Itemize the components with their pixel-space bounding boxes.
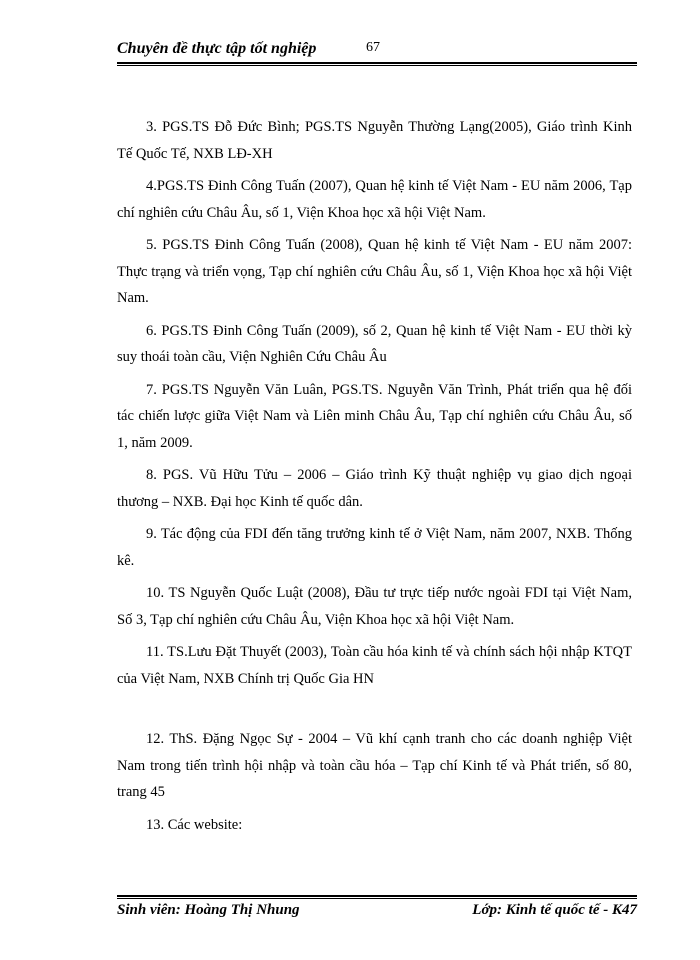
reference-item: 8. PGS. Vũ Hữu Tửu – 2006 – Giáo trình Kỹ thuật nghiệp vụ giao dịch ngoại thương – NXB. Đại học Kinh tế quốc dân. xyxy=(117,467,632,510)
footer-divider xyxy=(117,895,637,899)
header-divider xyxy=(117,62,637,66)
reference-item: 12. ThS. Đặng Ngọc Sự - 2004 – Vũ khí cạnh tranh cho các doanh nghiệp Việt Nam trong tiến trình hội nhập và toàn cầu hóa – Tạp chí Kinh tế và Phát triển, số 80, trang 45 xyxy=(117,731,632,800)
page-number: 67 xyxy=(366,40,380,55)
reference-item: 10. TS Nguyễn Quốc Luật (2008), Đầu tư trực tiếp nước ngoài FDI tại Việt Nam, Số 3, Tạp chí nghiên cứu Châu Âu, Viện Khoa học xã hội Việt Nam. xyxy=(117,585,632,628)
reference-item: 13. Các website: xyxy=(146,816,243,833)
reference-list xyxy=(117,114,632,844)
page-header xyxy=(117,40,637,62)
reference-item: 4.PGS.TS Đinh Công Tuấn (2007), Quan hệ kinh tế Việt Nam - EU năm 2006, Tạp chí nghiên cứu Châu Âu, số 1, Viện Khoa học xã hội Việt Nam. xyxy=(117,178,632,221)
reference-item: 5. PGS.TS Đinh Công Tuấn (2008), Quan hệ kinh tế Việt Nam - EU năm 2007: Thực trạng và triển vọng, Tạp chí nghiên cứu Châu Âu, số 1, Viện Khoa học xã hội Việt Nam. xyxy=(117,237,632,306)
page-footer xyxy=(117,902,637,924)
reference-item: 7. PGS.TS Nguyễn Văn Luân, PGS.TS. Nguyễn Văn Trình, Phát triển qua hệ đối tác chiến lược giữa Việt Nam và Liên minh Châu Âu, Tạp chí nghiên cứu Châu Âu, số 1, năm 2009. xyxy=(117,381,632,451)
reference-item: 9. Tác động của FDI đến tăng trưởng kinh tế ở Việt Nam, năm 2007, NXB. Thống kê. xyxy=(117,526,632,569)
document-title: Chuyên đề thực tập tốt nghiệp xyxy=(117,40,317,57)
reference-item: 11. TS.Lưu Đặt Thuyết (2003), Toàn cầu hóa kinh tế và chính sách hội nhập KTQT của Việt Nam, NXB Chính trị Quốc Gia HN xyxy=(117,644,632,687)
class-name: Lớp: Kinh tế quốc tế - K47 xyxy=(472,902,637,918)
student-name: Sinh viên: Hoàng Thị Nhung xyxy=(117,902,300,918)
reference-item: 3. PGS.TS Đỗ Đức Bình; PGS.TS Nguyễn Thường Lạng(2005), Giáo trình Kinh Tế Quốc Tế, NXB LĐ-XH xyxy=(117,119,632,162)
reference-item: 6. PGS.TS Đinh Công Tuấn (2009), số 2, Quan hệ kinh tế Việt Nam - EU thời kỳ suy thoái toàn cầu, Viện Nghiên Cứu Châu Âu xyxy=(117,322,632,365)
